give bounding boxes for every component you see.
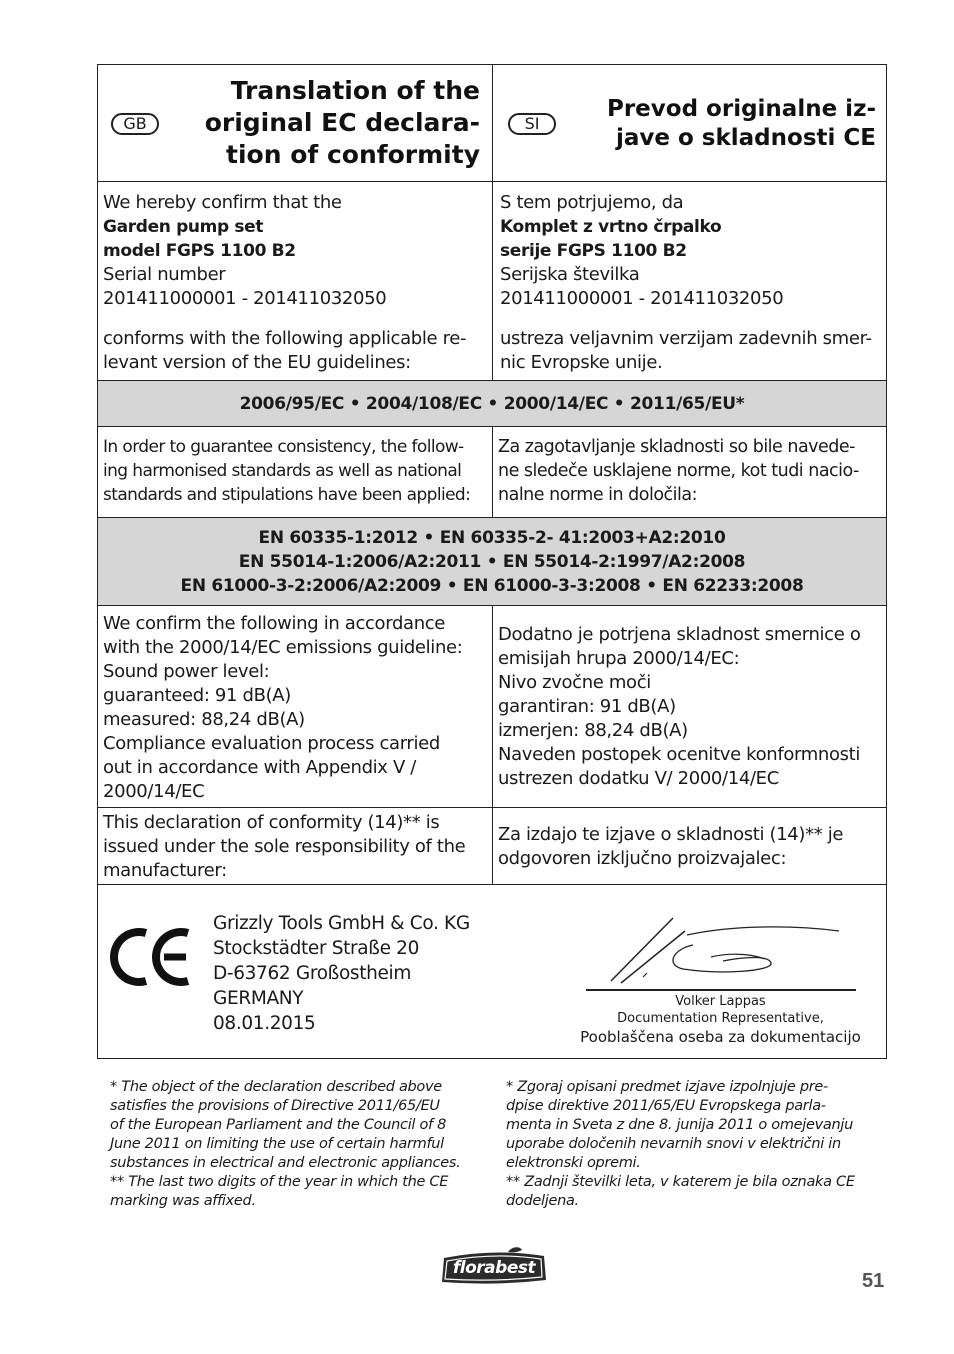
gb-footnote-line: June 2011 on limiting the use of certain harmful [110, 1136, 444, 1152]
si-model: serije FGPS 1100 B2 [500, 241, 687, 261]
si-standards-line: Za zagotavljanje skladnosti so bile navede- [498, 437, 855, 457]
standard-line: EN 61000-3-2:2006/A2:2009 • EN 61000-3-3:2008 • EN 62233:2008 [180, 576, 804, 596]
gb-emissions-line: with the 2000/14/EC emissions guideline: [103, 637, 463, 658]
gb-footnote-line: substances in electrical and electronic appliances. [110, 1155, 461, 1171]
gb-language-badge: GB [111, 113, 159, 135]
signatory-role-gb: Documentation Representative, [617, 1011, 824, 1026]
gb-footnote-line: ** The last two digits of the year in which the CE [110, 1174, 449, 1190]
si-conforms-line: ustreza veljavnim verzijam zadevnih smer- [500, 328, 872, 349]
si-title-line: Prevod originalne iz- [606, 96, 876, 122]
si-emissions-line: Dodatno je potrjena skladnost smernice o [498, 624, 861, 645]
column-divider [492, 65, 493, 380]
address-line: GERMANY [213, 988, 304, 1009]
si-emissions [498, 623, 886, 791]
column-divider [492, 605, 493, 884]
standards-list [98, 526, 886, 598]
address-line: Grizzly Tools GmbH & Co. KG [213, 913, 470, 934]
si-emissions-line: izmerjen: 88,24 dB(A) [498, 720, 688, 741]
standard-line: EN 60335-1:2012 • EN 60335-2- 41:2003+A2:2010 [258, 528, 726, 548]
si-title [556, 95, 876, 153]
si-footnotes [506, 1078, 886, 1211]
si-footnote-line: elektronski opremi. [506, 1155, 641, 1171]
gb-intro [103, 191, 488, 375]
si-emissions-line: emisijah hrupa 2000/14/EC: [498, 648, 740, 669]
gb-standards-line: standards and stipulations have been applied: [103, 485, 471, 505]
si-footnote-line: dpise direktive 2011/65/EU Evropskega parla- [506, 1098, 826, 1114]
gb-intro-line: We hereby confirm that the [103, 192, 342, 213]
manufacturer-address [213, 911, 513, 1036]
si-standards-line: nalne norme in določila: [498, 485, 698, 505]
si-emissions-line: garantiran: 91 dB(A) [498, 696, 676, 717]
gb-title [158, 75, 480, 171]
gb-model: model FGPS 1100 B2 [103, 241, 296, 261]
standard-line: EN 55014-1:2006/A2:2011 • EN 55014-2:1997/A2:2008 [238, 552, 746, 572]
si-serial-range: 201411000001 - 201411032050 [500, 288, 784, 309]
si-footnote-line: * Zgoraj opisani predmet izjave izpolnjuje pre- [506, 1079, 828, 1095]
gb-footnotes [110, 1078, 490, 1211]
gb-standards-intro [103, 435, 488, 507]
gb-conforms-line: conforms with the following applicable re- [103, 328, 467, 349]
signature-icon [603, 913, 863, 993]
si-footnote-line: ** Zadnji številki leta, v katerem je bila oznaka CE [506, 1174, 855, 1190]
signatory-block [553, 993, 888, 1048]
gb-footnote-line: * The object of the declaration described above [110, 1079, 442, 1095]
si-responsibility [498, 823, 886, 871]
gb-emissions-line: 2000/14/EC [103, 781, 205, 802]
gb-responsibility-line: This declaration of conformity (14)** is [103, 812, 440, 833]
divider [98, 884, 886, 885]
ce-mark-icon [110, 927, 194, 987]
si-product-name: Komplet z vrtno črpalko [500, 217, 722, 237]
gb-responsibility-line: issued under the sole responsibility of the [103, 836, 466, 857]
gb-conforms-line: levant version of the EU guidelines: [103, 352, 411, 373]
signatory-role-si: Pooblaščena oseba za dokumentacijo [580, 1028, 861, 1046]
gb-emissions-line: We confirm the following in accordance [103, 613, 446, 634]
si-title-line: jave o skladnosti CE [615, 125, 876, 151]
signatory-name: Volker Lappas [675, 994, 766, 1009]
si-conforms-line: nic Evropske unije. [500, 352, 663, 373]
gb-footnote-line: marking was affixed. [110, 1193, 256, 1209]
gb-standards-line: ing harmonised standards as well as national [103, 461, 462, 481]
gb-serial-range: 201411000001 - 201411032050 [103, 288, 387, 309]
declaration-frame [97, 64, 887, 1059]
gb-footnote-line: of the European Parliament and the Council of 8 [110, 1117, 447, 1133]
gb-emissions-line: guaranteed: 91 dB(A) [103, 685, 291, 706]
date-line: 08.01.2015 [213, 1013, 316, 1034]
gb-title-line: Translation of the [230, 76, 480, 105]
si-emissions-line: ustrezen dodatku V/ 2000/14/EC [498, 768, 779, 789]
signature-line [586, 989, 856, 991]
si-intro [500, 191, 885, 375]
address-line: Stockstädter Straße 20 [213, 938, 419, 959]
gb-title-line: original EC declara- [204, 108, 480, 137]
si-emissions-line: Naveden postopek ocenitve konformnosti [498, 744, 861, 765]
si-serial-label: Serijska številka [500, 264, 640, 285]
gb-emissions [103, 612, 488, 804]
si-footnote-line: dodeljena. [506, 1193, 579, 1209]
si-language-badge: SI [508, 113, 556, 135]
page-number: 51 [862, 1270, 885, 1292]
gb-emissions-line: Compliance evaluation process carried [103, 733, 440, 754]
directives-list: 2006/95/EC • 2004/108/EC • 2000/14/EC • 2011/65/EU* [239, 394, 745, 414]
si-standards-line: ne sledeče usklajene norme, kot tudi nacio- [498, 461, 859, 481]
gb-emissions-line: Sound power level: [103, 661, 270, 682]
si-footnote-line: uporabe določenih nevarnih snovi v električni in [506, 1136, 841, 1152]
gb-standards-line: In order to guarantee consistency, the follow- [103, 437, 464, 457]
florabest-logo [438, 1246, 550, 1286]
gb-responsibility [103, 811, 488, 883]
si-responsibility-line: Za izdajo te izjave o skladnosti (14)** je [498, 824, 844, 845]
column-divider [492, 426, 493, 517]
gb-emissions-line: measured: 88,24 dB(A) [103, 709, 305, 730]
si-emissions-line: Nivo zvočne moči [498, 672, 651, 693]
gb-footnote-line: satisfies the provisions of Directive 2011/65/EU [110, 1098, 440, 1114]
gb-emissions-line: out in accordance with Appendix V / [103, 757, 417, 778]
gb-responsibility-line: manufacturer: [103, 860, 227, 881]
si-footnote-line: menta in Sveta z dne 8. junija 2011 o omejevanju [506, 1117, 854, 1133]
si-intro-line: S tem potrjujemo, da [500, 192, 684, 213]
gb-product-name: Garden pump set [103, 217, 264, 237]
si-responsibility-line: odgovoren izključno proizvajalec: [498, 848, 787, 869]
brand-name: florabest [452, 1258, 536, 1278]
gb-serial-label: Serial number [103, 264, 226, 285]
si-standards-intro [498, 435, 886, 507]
gb-title-line: tion of conformity [226, 140, 480, 169]
address-line: D-63762 Großostheim [213, 963, 411, 984]
